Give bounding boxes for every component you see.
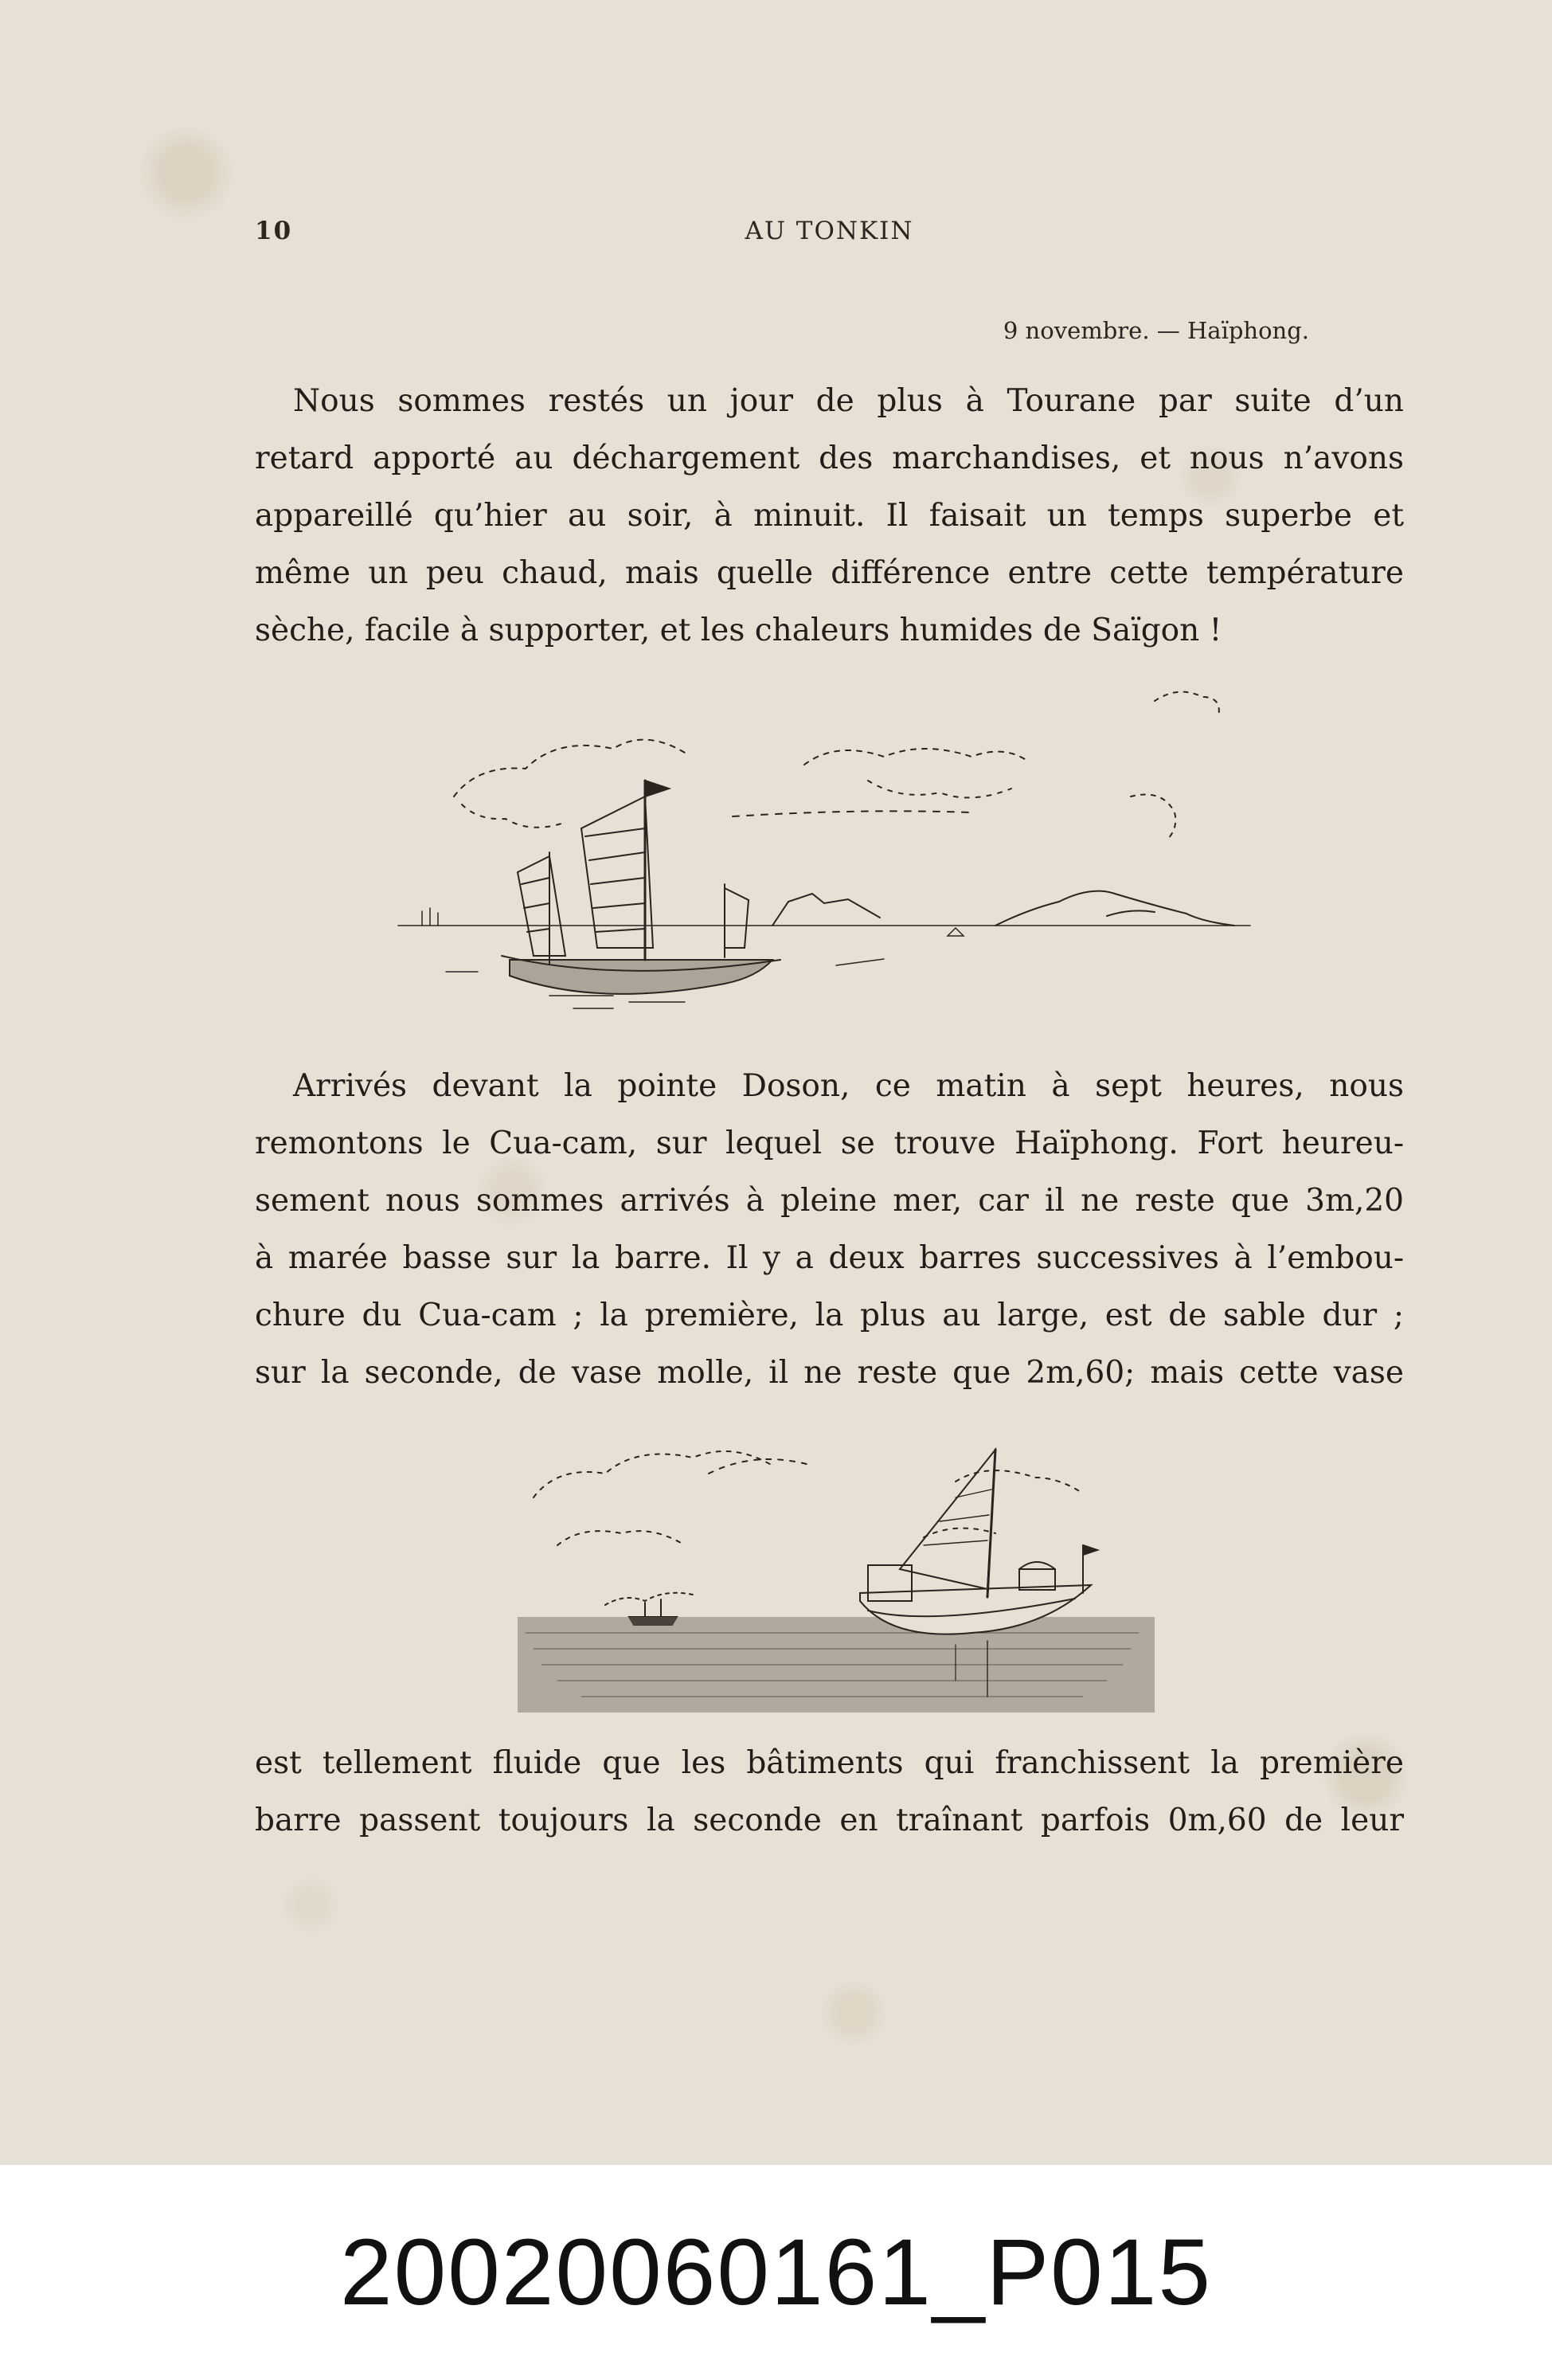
paragraph-line: Nous sommes restés un jour de plus à Tourane par suite d’un <box>293 383 1404 419</box>
paragraph-1 <box>255 373 1404 660</box>
paragraph-line: Arrivés devant la pointe Doson, ce matin à sept heures, nous <box>293 1068 1404 1104</box>
paragraph-line: à marée basse sur la barre. Il y a deux barres successives à l’embou- <box>255 1240 1404 1276</box>
paragraph-line: sement nous sommes arrivés à pleine mer, car il ne reste que 3m,20 <box>255 1183 1404 1219</box>
paragraph-line: chure du Cua-cam ; la première, la plus au large, est de sable dur ; <box>255 1298 1404 1333</box>
junk-illustration <box>390 669 1266 1012</box>
page-number: 10 <box>255 217 293 245</box>
paragraph-line: même un peu chaud, mais quelle différence entre cette température <box>255 555 1404 591</box>
paragraph-3 <box>255 1735 1404 1850</box>
paragraph-line: sur la seconde, de vase molle, il ne reste que 2m,60; mais cette vase <box>255 1355 1404 1391</box>
paragraph-line: est tellement fluide que les bâtiments qui franchissent la première <box>255 1745 1404 1781</box>
sailboat-illustration <box>510 1426 1163 1728</box>
paragraph-line: retard apporté au déchargement des marchandises, et nous n’avons <box>255 440 1404 476</box>
paragraph-line: barre passent toujours la seconde en traînant parfois 0m,60 de leur <box>255 1803 1404 1838</box>
paragraph-line: remontons le Cua-cam, sur lequel se trouve Haïphong. Fort heureu- <box>255 1125 1404 1161</box>
running-title: AU TONKIN <box>745 217 914 245</box>
paragraph-line: sèche, facile à supporter, et les chaleurs humides de Saïgon ! <box>255 613 1222 648</box>
dateline: 9 novembre. — Haïphong. <box>1003 317 1309 344</box>
catalog-id: 20020060161_P015 <box>0 2165 1552 2380</box>
running-head <box>255 217 1404 249</box>
paragraph-2 <box>255 1058 1404 1402</box>
paragraph-line: appareillé qu’hier au soir, à minuit. Il faisait un temps superbe et <box>255 498 1404 534</box>
